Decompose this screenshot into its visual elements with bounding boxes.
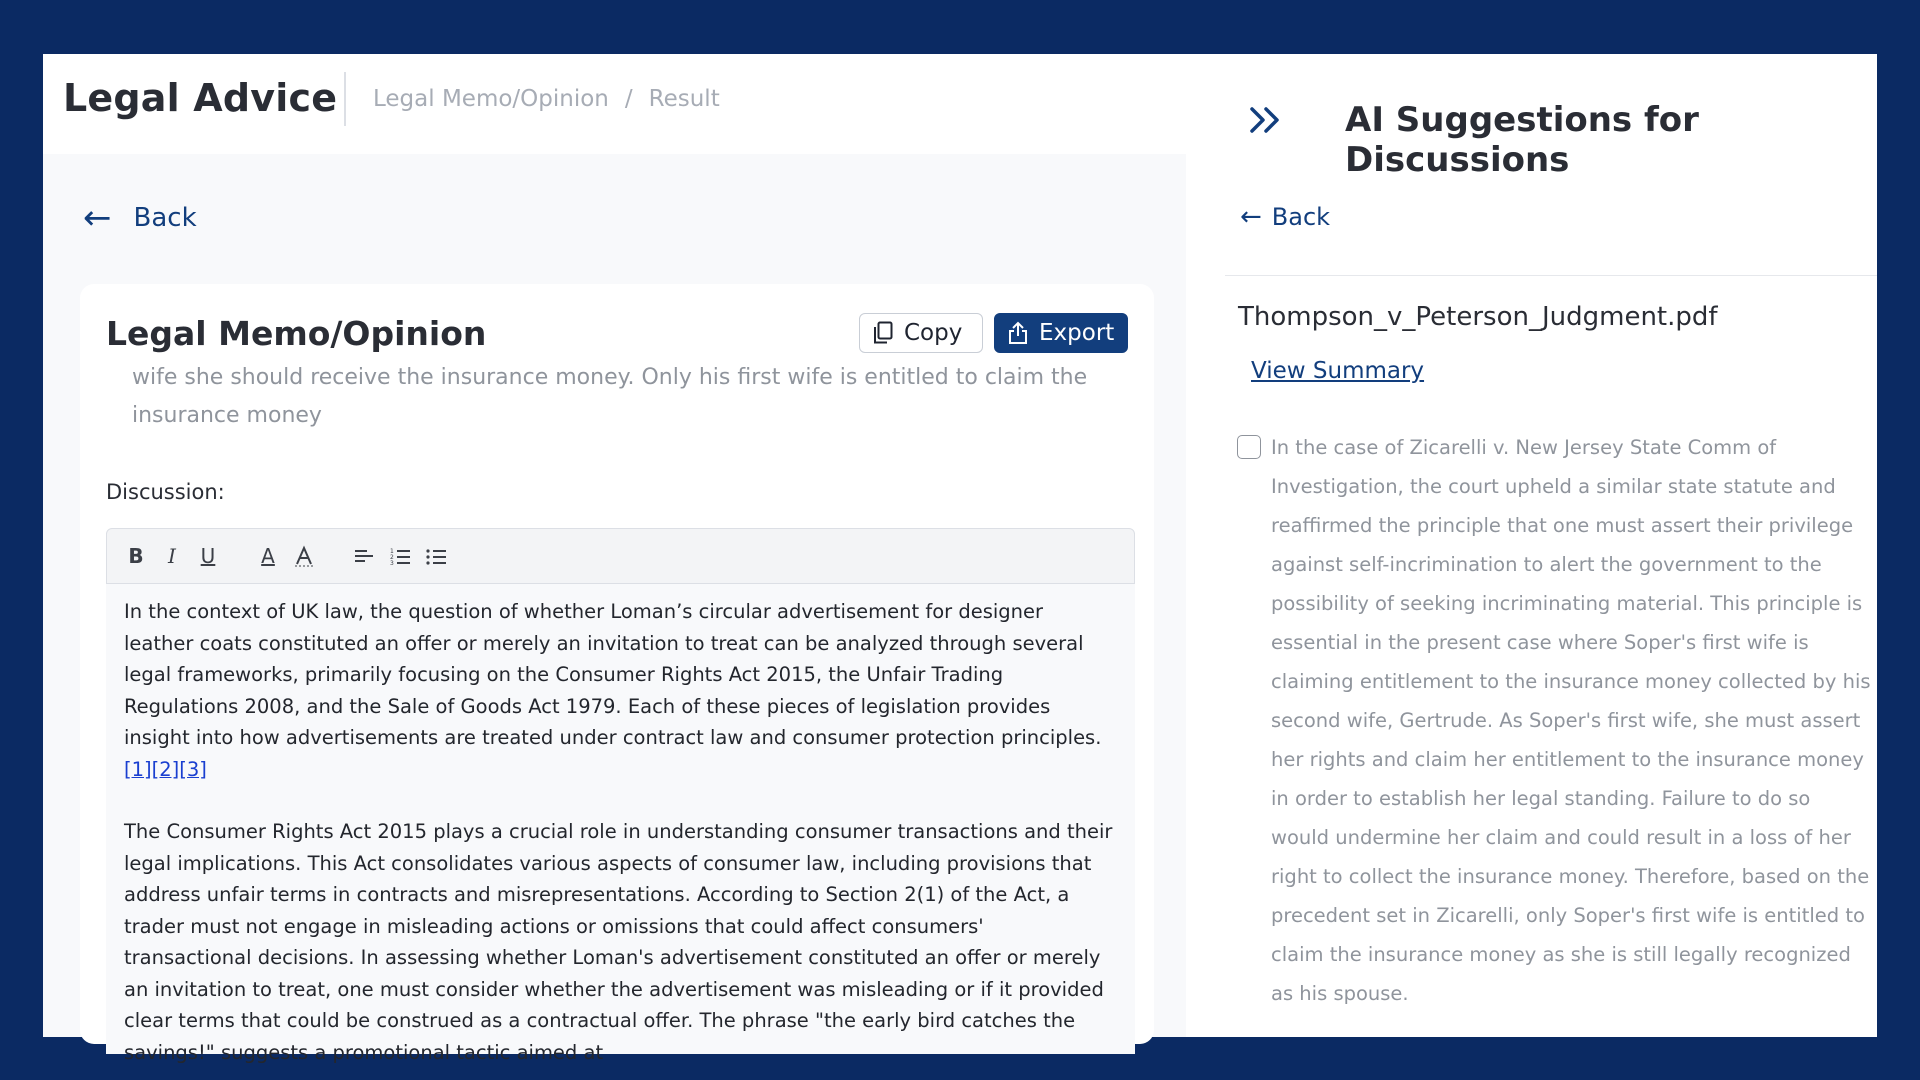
memo-card bbox=[80, 284, 1154, 1064]
arrow-left-icon: ← bbox=[1240, 202, 1262, 232]
underline-button[interactable]: U bbox=[200, 544, 216, 568]
suggestion-checkbox[interactable] bbox=[1237, 435, 1261, 459]
export-label: Export bbox=[1039, 320, 1115, 346]
copy-button[interactable] bbox=[859, 313, 983, 353]
align-left-button[interactable] bbox=[351, 541, 377, 571]
panel-back-button[interactable] bbox=[1240, 203, 1330, 231]
back-label: Back bbox=[133, 203, 197, 233]
italic-button[interactable]: I bbox=[168, 544, 176, 568]
editor-paragraph: The Consumer Rights Act 2015 plays a crucial role in understanding consumer transactions and their legal implications. This Act consolidates various aspects of consumer law, including provisions that address unfair terms in contracts and misrepresentations. According to Section 2(1) of the Act, a trader must not engage in misleading actions or omissions that could affect consumers' transactional decisions. In assessing whether Loman's advertisement constituted an offer or merely an invitation to treat, one must consider whether the advertisement was misleading or if it provided clear terms that could be construed as a contractual offer. The phrase "the early bird catches the savings!" suggests a promotional tactic aimed at bbox=[124, 820, 1113, 1064]
align-left-icon bbox=[353, 546, 375, 566]
discussion-label: Discussion: bbox=[106, 480, 225, 504]
card-title: Legal Memo/Opinion bbox=[106, 314, 487, 353]
previous-section-text bbox=[132, 365, 1132, 435]
ordered-list-button[interactable] bbox=[387, 541, 413, 571]
highlight-icon bbox=[293, 545, 315, 567]
ai-suggestions-panel bbox=[1186, 54, 1877, 1037]
suggestion-text: In the case of Zicarelli v. New Jersey State Comm of Investigation, the court upheld a similar state statute and reaffirmed the principle that one must assert their privilege against self-incrimination to alert the government to the possibility of seeking incriminating material. This principle is essential in the present case where Soper's first wife is claiming entitlement to the insurance money collected by his second wife, Gertrude. As Soper's first wife, she must assert her rights and claim her entitlement to the insurance money in order to establish her legal standing. Failure to do so would undermine her claim and could result in a loss of her right to collect the insurance money. Therefore, based on the precedent set in Zicarelli, only Soper's first wife is entitled to claim the insurance money as she is still legally recognized as his spouse. bbox=[1271, 436, 1871, 1005]
main-area bbox=[43, 54, 1186, 1064]
breadcrumb-item-legal-memo[interactable]: Legal Memo/Opinion bbox=[373, 86, 609, 112]
bold-button[interactable]: B bbox=[128, 544, 144, 568]
panel-title: AI Suggestions for Discussions bbox=[1345, 100, 1699, 180]
ordered-list-icon bbox=[389, 546, 411, 566]
editor-toolbar bbox=[106, 528, 1135, 584]
panel-divider bbox=[1225, 275, 1877, 276]
svg-text:3: 3 bbox=[390, 560, 394, 567]
copy-label: Copy bbox=[904, 320, 963, 346]
app-window bbox=[43, 54, 1877, 1064]
view-summary-link[interactable]: View Summary bbox=[1251, 358, 1425, 384]
arrow-left-icon: ← bbox=[83, 198, 112, 238]
highlight-color-button[interactable] bbox=[291, 541, 317, 571]
panel-back-label: Back bbox=[1271, 203, 1331, 231]
editor-paragraph: In the context of UK law, the question of whether Loman’s circular advertisement for designer leather coats constituted an offer or merely an invitation to treat can be analyzed through several legal frameworks, primarily focusing on the Consumer Rights Act 2015, the Unfair Trading Regulations 2008, and the Sale of Goods Act 1979. Each of these pieces of legislation provides insight into how advertisements are treated under contract law and consumer protection principles.[1][2][3] bbox=[124, 600, 1102, 781]
text-color-button[interactable]: A bbox=[261, 544, 275, 568]
top-bar bbox=[43, 54, 1186, 154]
faded-line: insurance money bbox=[132, 403, 322, 428]
back-button[interactable] bbox=[83, 198, 197, 238]
app-title: Legal Advice bbox=[63, 76, 338, 120]
export-button[interactable] bbox=[994, 313, 1128, 353]
svg-text:2: 2 bbox=[390, 554, 394, 561]
breadcrumb-separator: / bbox=[624, 86, 633, 112]
svg-text:1: 1 bbox=[390, 548, 394, 555]
breadcrumb bbox=[373, 86, 720, 112]
discussion-editor[interactable] bbox=[106, 584, 1135, 1064]
bullet-list-button[interactable] bbox=[423, 541, 449, 571]
bullet-list-icon bbox=[425, 546, 447, 566]
title-divider bbox=[344, 72, 346, 126]
citation-links[interactable]: [1][2][3] bbox=[124, 757, 207, 781]
file-name: Thompson_v_Peterson_Judgment.pdf bbox=[1238, 302, 1718, 332]
copy-icon bbox=[872, 321, 894, 345]
share-export-icon bbox=[1007, 321, 1029, 345]
double-chevron-right-icon[interactable] bbox=[1246, 102, 1286, 138]
faded-line-cut: wife she should receive the insurance money. Only his first wife is entitled to claim the bbox=[132, 365, 1088, 390]
breadcrumb-item-result: Result bbox=[648, 86, 720, 112]
